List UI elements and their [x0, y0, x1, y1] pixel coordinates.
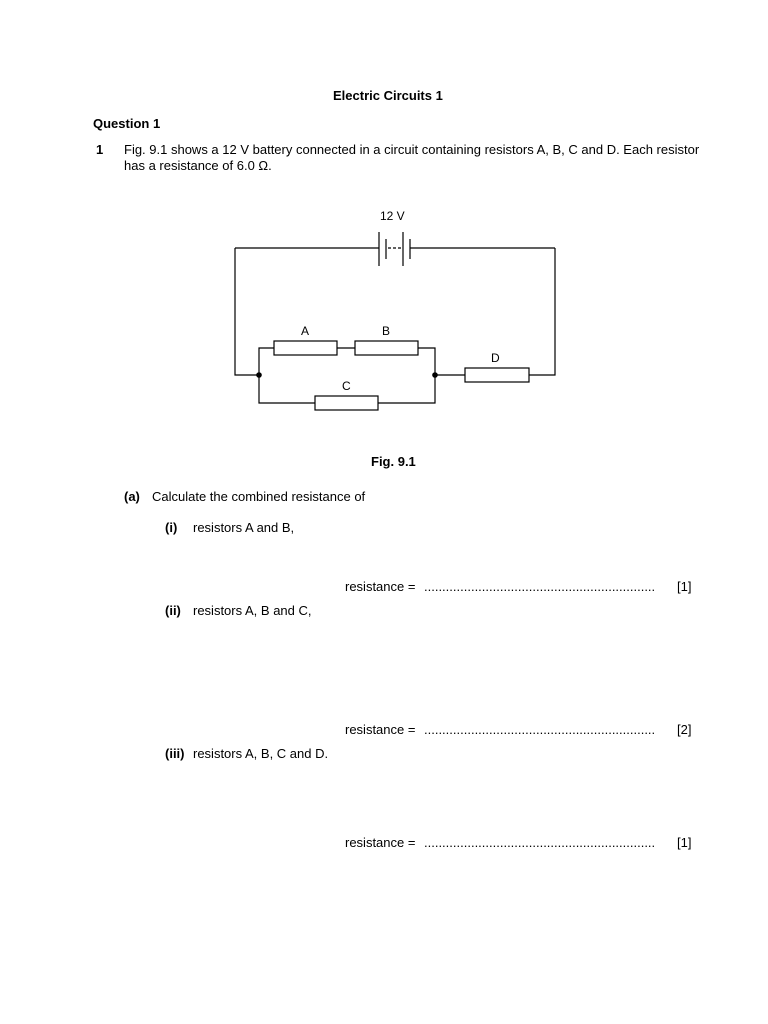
intro-line-2: has a resistance of 6.0 Ω.	[124, 158, 272, 173]
intro-line-1: Fig. 9.1 shows a 12 V battery connected in a circuit containing resistors A, B, C and D. Each resistor	[124, 142, 700, 157]
resistor-a	[274, 341, 337, 355]
item-ii-marks: [2]	[677, 722, 692, 737]
circuit-diagram	[0, 0, 768, 480]
page-title: Electric Circuits 1	[333, 88, 443, 103]
resistor-c	[315, 396, 378, 410]
label-b: B	[382, 324, 391, 338]
figure-caption: Fig. 9.1	[371, 454, 416, 469]
label-d: D	[491, 351, 500, 365]
item-iii-answer-label: resistance =	[345, 835, 416, 850]
label-c: C	[342, 379, 351, 393]
wire-branch-bottom-right	[378, 375, 435, 403]
wire-branch-bottom-left	[259, 375, 315, 403]
item-iii-number: (iii)	[165, 746, 185, 761]
label-a: A	[301, 324, 310, 338]
wire-right	[529, 248, 555, 375]
item-i-number: (i)	[165, 520, 178, 535]
item-iii-text: resistors A, B, C and D.	[193, 746, 329, 761]
item-ii-answer-line[interactable]: ................................................................	[424, 722, 656, 737]
resistor-b	[355, 341, 418, 355]
item-i-answer-label: resistance =	[345, 579, 416, 594]
item-i-answer-line[interactable]: ................................................................	[424, 579, 656, 594]
battery-label: 12 V	[380, 209, 405, 223]
junction-left	[256, 372, 262, 378]
item-iii-marks: [1]	[677, 835, 692, 850]
wire-left	[235, 248, 259, 375]
item-i-marks: [1]	[677, 579, 692, 594]
part-a-prompt: Calculate the combined resistance of	[152, 489, 366, 504]
question-heading: Question 1	[93, 116, 161, 131]
junction-right	[432, 372, 438, 378]
item-iii-answer-line[interactable]: ................................................................	[424, 835, 656, 850]
item-i-text: resistors A and B,	[193, 520, 295, 535]
wire-branch-top-left	[259, 348, 274, 375]
item-ii-answer-label: resistance =	[345, 722, 416, 737]
item-ii-text: resistors A, B and C,	[193, 603, 312, 618]
resistor-d	[465, 368, 529, 382]
question-number: 1	[96, 142, 104, 157]
wire-branch-top-right	[418, 348, 435, 375]
item-ii-number: (ii)	[165, 603, 181, 618]
part-a-label: (a)	[124, 489, 140, 504]
